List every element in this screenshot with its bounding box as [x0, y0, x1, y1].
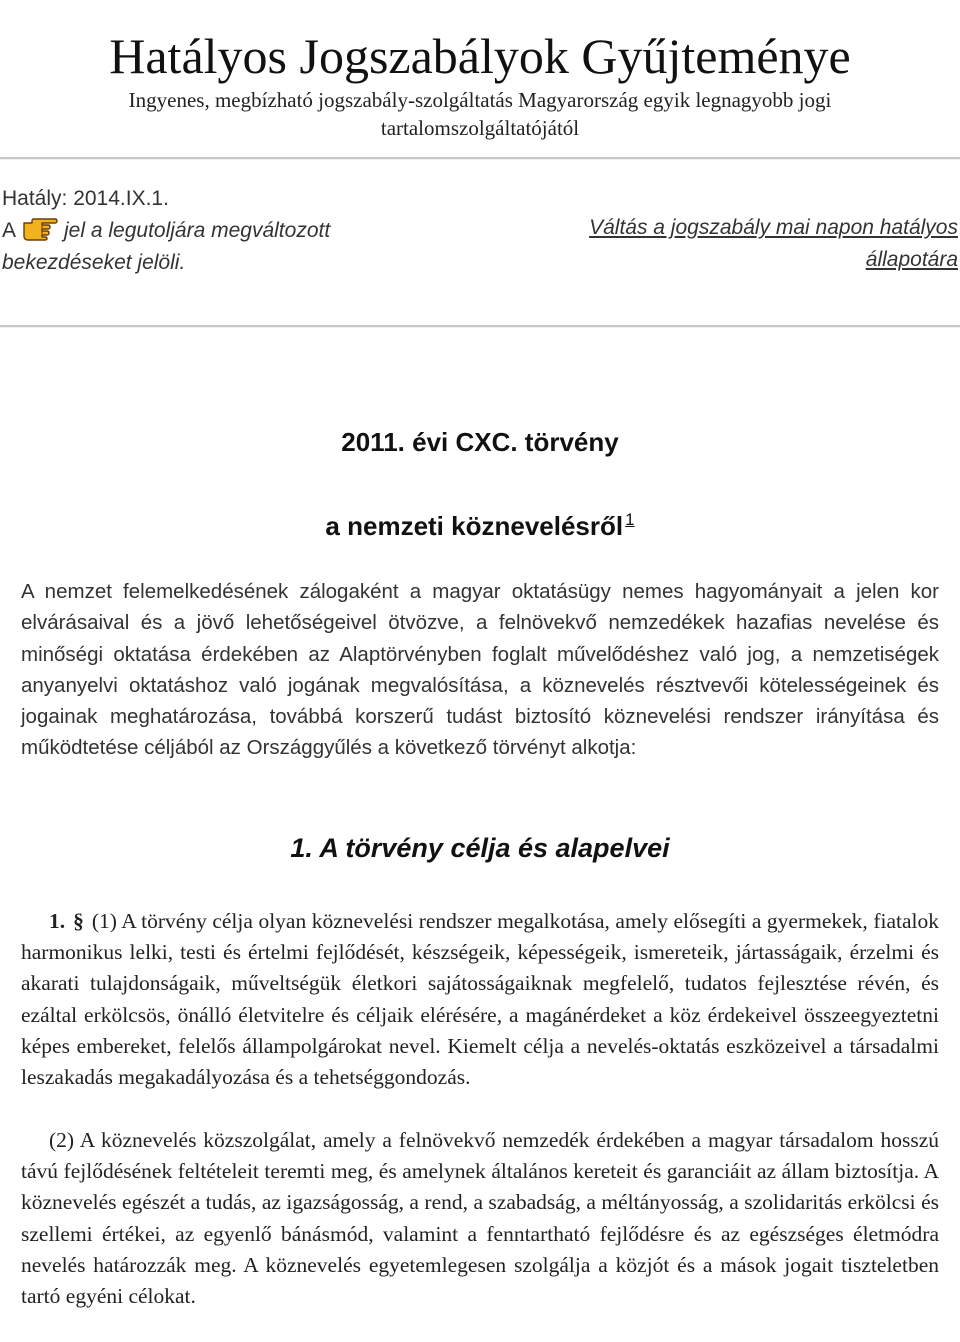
- chapter-heading: 1. A törvény célja és alapelvei: [290, 833, 670, 863]
- law-number: 2011. évi CXC. törvény: [341, 427, 619, 457]
- law-title: [0, 502, 960, 544]
- legend-prefix: A: [2, 219, 17, 242]
- law-title-text: a nemzeti köznevelésről: [325, 511, 624, 541]
- section-number: 1.: [49, 909, 66, 933]
- section-sign: §: [73, 909, 84, 933]
- header-divider: [0, 157, 960, 160]
- pointing-hand-icon: [22, 217, 58, 241]
- site-title: Hatályos Jogszabályok Gyűjteménye: [109, 28, 851, 84]
- legend-text: [2, 215, 402, 279]
- paragraph-1-text: (1) A törvény célja olyan köznevelési rendszer megalkotása, amely elősegíti a gyermekek, fiatalok harmonikus lelki, testi és értelmi fejlődését, készségeik, képességeik, ismereteik, jártasságaik, érzelmi és akarati tulajdonságaik, műveltségük életkori sajátosságaiknak megfelelő, tudatos fejlesztése révén, és ezáltal erkölcsös, önálló életvitelre és céljaik elérésére, a magánérdeket a köz érdekeivel összeegyeztetni képes embereket, felelős állampolgárokat nevel. Kiemelt célja a nevelés-oktatás eszközeivel a társadalmi leszakadás megakadályozása és a tehetséggondozás.: [21, 909, 939, 1090]
- legend-description: jel a legutoljára megváltozott bekezdéseket jelöli.: [2, 219, 331, 274]
- switch-to-current-version-link[interactable]: Váltás a jogszabály mai napon hatályos állapotára: [589, 216, 958, 271]
- effect-date: Hatály: 2014.IX.1.: [2, 187, 169, 210]
- paragraph-2-text: (2) A köznevelés közszolgálat, amely a felnövekvő nemzedék érdekében a magyar társadalom hosszú távú fejlődésének feltételeit teremti meg, és amelynek általános kereteit és garanciáit az állam biztosítja. A köznevelés egészét a tudás, az igazságosság, a rend, a szabadság, a méltányosság, a szolidaritás erkölcsi és szellemi értékei, az egyenlő bánásmód, valamint a fenntartható fejlődésre és az egészséges életmódra nevelés határozzák meg. A köznevelés egyetemlegesen szolgálja a közjót és a mások jogait tiszteletben tartó egyéni célokat.: [21, 1128, 939, 1309]
- site-subtitle: Ingyenes, megbízható jogszabály-szolgáltatás Magyarország egyik legnagyobb jogi tartalomszolgáltatójától: [128, 88, 832, 140]
- preamble: A nemzet felemelkedésének zálogaként a magyar oktatásügy nemes hagyományait a jelen kor elvárásaival és a jövő lehetőségeivel ötvözve, a felnövekvő nemzedékek hazafias nevelése és minőségi oktatása érdekében az Alaptörvényben foglalt művelődéshez való jog, a nemzetiségek anyanyelvi oktatáshoz való jogának megvalósítása, a köznevelés résztvevői kötelességeinek és jogainak meghatározása, továbbá korszerű tudást biztosító köznevelési rendszer irányítása és működtetése céljából az Országgyűlés a következő törvényt alkotja:: [21, 580, 939, 760]
- section-1-paragraph-2: [21, 1125, 939, 1312]
- info-divider: [0, 325, 960, 328]
- footnote-link[interactable]: 1: [625, 510, 635, 529]
- section-1-paragraph-1: [21, 906, 939, 1093]
- info-panel: [2, 183, 402, 279]
